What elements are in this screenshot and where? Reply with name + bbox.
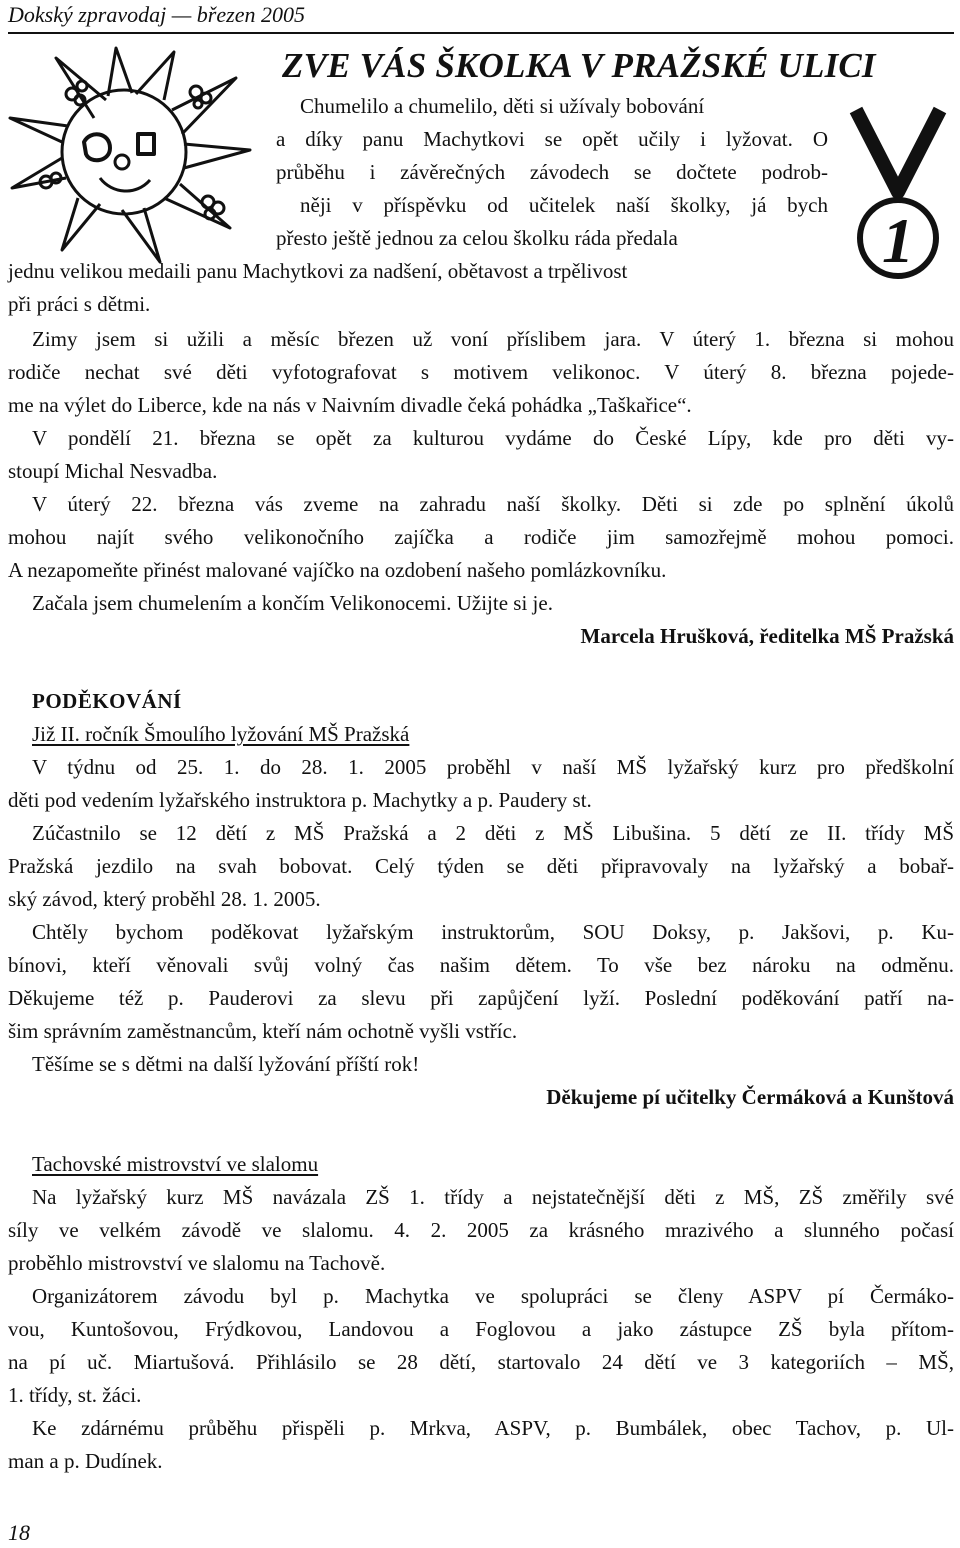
sun-drawing-illustration [4,38,274,268]
article2-line: děti pod vedením lyžařského instruktora p. Machytky a p. Paudery st. [8,788,592,812]
article2-line: šim správním zaměstnancům, kteří nám ochotně vyšli vstříc. [8,1019,518,1043]
article1-line: Chumelilo a chumelilo, děti si užívaly bobování [300,94,705,118]
article3-line: Organizátorem závodu byl p. Machytka ve spolupráci se členy ASPV pí Čermáko- [32,1284,954,1308]
article3-line: síly ve velkém závodě ve slalomu. 4. 2. 2005 za krásného mrazivého a slunného počasí [8,1218,954,1242]
article1-line: mohou najít svého velikonočního zajíčka a rodiče jim samozřejmě mohou pomoci. [8,525,954,549]
article1-signature: Marcela Hrušková, ředitelka MŠ Pražská [580,624,954,648]
article2-line: Zúčastnilo se 12 dětí z MŠ Pražská a 2 děti z MŠ Libušina. 5 dětí ze II. třídy MŠ [32,821,954,845]
article1-line: Zimy jsem si užili a měsíc březen už voní příslibem jara. V úterý 1. března si mohou [32,327,954,351]
article3-line: na pí uč. Miartušová. Přihlásilo se 28 dětí, startovalo 24 dětí ve 3 kategoriích – MŠ, [8,1350,954,1374]
section-heading: PODĚKOVÁNÍ [32,689,182,713]
article1-line: V úterý 22. března vás zveme na zahradu naší školky. Děti si zde po splnění úkolů [32,492,954,516]
article2-line: Chtěly bychom poděkovat lyžařským instruktorům, SOU Doksy, p. Jakšovi, p. Ku- [32,920,954,944]
running-head: Dokský zpravodaj — březen 2005 [8,2,305,27]
article2-line: Pražská jezdilo na svah bobovat. Celý týden se děti připravovaly na lyžařský a bobař- [8,854,954,878]
article1-line: a díky panu Machytkovi se opět učily i lyžovat. O [276,127,828,151]
medal-number: 1 [882,205,914,276]
article2-signature: Děkujeme pí učitelky Čermáková a Kunštová [546,1085,954,1109]
article-title: ZVE VÁS ŠKOLKA V PRAŽSKÉ ULICI [282,46,876,85]
article3-line: vou, Kuntošovou, Frýdkovou, Landovou a Foglovou a jako zástupce ZŠ byla přítom- [8,1317,954,1341]
article2-line: bínovi, kteří věnovali svůj volný čas našim dětem. To vše bez nároku na odměnu. [8,953,954,977]
article2-line: ský závod, který proběhl 28. 1. 2005. [8,887,321,911]
medal-icon [842,104,954,284]
header-rule [8,32,954,34]
article1-line: průběhu i závěrečných závodech se dočtete podrob- [276,160,828,184]
page-number: 18 [8,1520,30,1545]
article1-line: jednu velikou medaili panu Machytkovi za nadšení, obětavost a trpělivost [8,259,628,283]
article3-line: proběhlo mistrovství ve slalomu na Tachově. [8,1251,386,1275]
article1-line: V pondělí 21. března se opět za kulturou vydáme do České Lípy, kde pro děti vy- [32,426,954,450]
article2-line: Těšíme se s dětmi na další lyžování příští rok! [32,1052,420,1076]
article3-line: Na lyžařský kurz MŠ navázala ZŠ 1. třídy a nejstatečnější děti z MŠ, ZŠ změřily své [32,1185,954,1209]
article1-line: me na výlet do Liberce, kde na nás v Naivním divadle čeká pohádka „Taškařice“. [8,393,692,417]
article1-line: při práci s dětmi. [8,292,151,316]
article2-line: V týdnu od 25. 1. do 28. 1. 2005 proběhl v naší MŠ lyžařský kurz pro předškolní [32,755,954,779]
article1-line: přesto ještě jednou za celou školku ráda předala [276,226,678,250]
article3-line: 1. třídy, st. žáci. [8,1383,142,1407]
section-subheading: Tachovské mistrovství ve slalomu [32,1152,319,1176]
article1-line: stoupí Michal Nesvadba. [8,459,218,483]
article1-line: rodiče nechat své děti vyfotografovat s motivem velikonoc. V úterý 8. března pojede- [8,360,954,384]
article3-line: Ke zdárnému průběhu přispěli p. Mrkva, ASPV, p. Bumbálek, obec Tachov, p. Ul- [32,1416,954,1440]
article1-line: něji v příspěvku od učitelek naší školky, já bych [300,193,828,217]
section-subheading: Již II. ročník Šmoulího lyžování MŠ Pražská [32,722,410,746]
article1-line: A nezapomeňte přinést malované vajíčko na ozdobení našeho pomlázkovníku. [8,558,667,582]
article2-line: Děkujeme též p. Pauderovi za slevu při zapůjčení lyží. Poslední poděkování patří na- [8,986,954,1010]
article1-line: Začala jsem chumelením a končím Velikonocemi. Užijte si je. [32,591,553,615]
article3-line: man a p. Dudínek. [8,1449,163,1473]
